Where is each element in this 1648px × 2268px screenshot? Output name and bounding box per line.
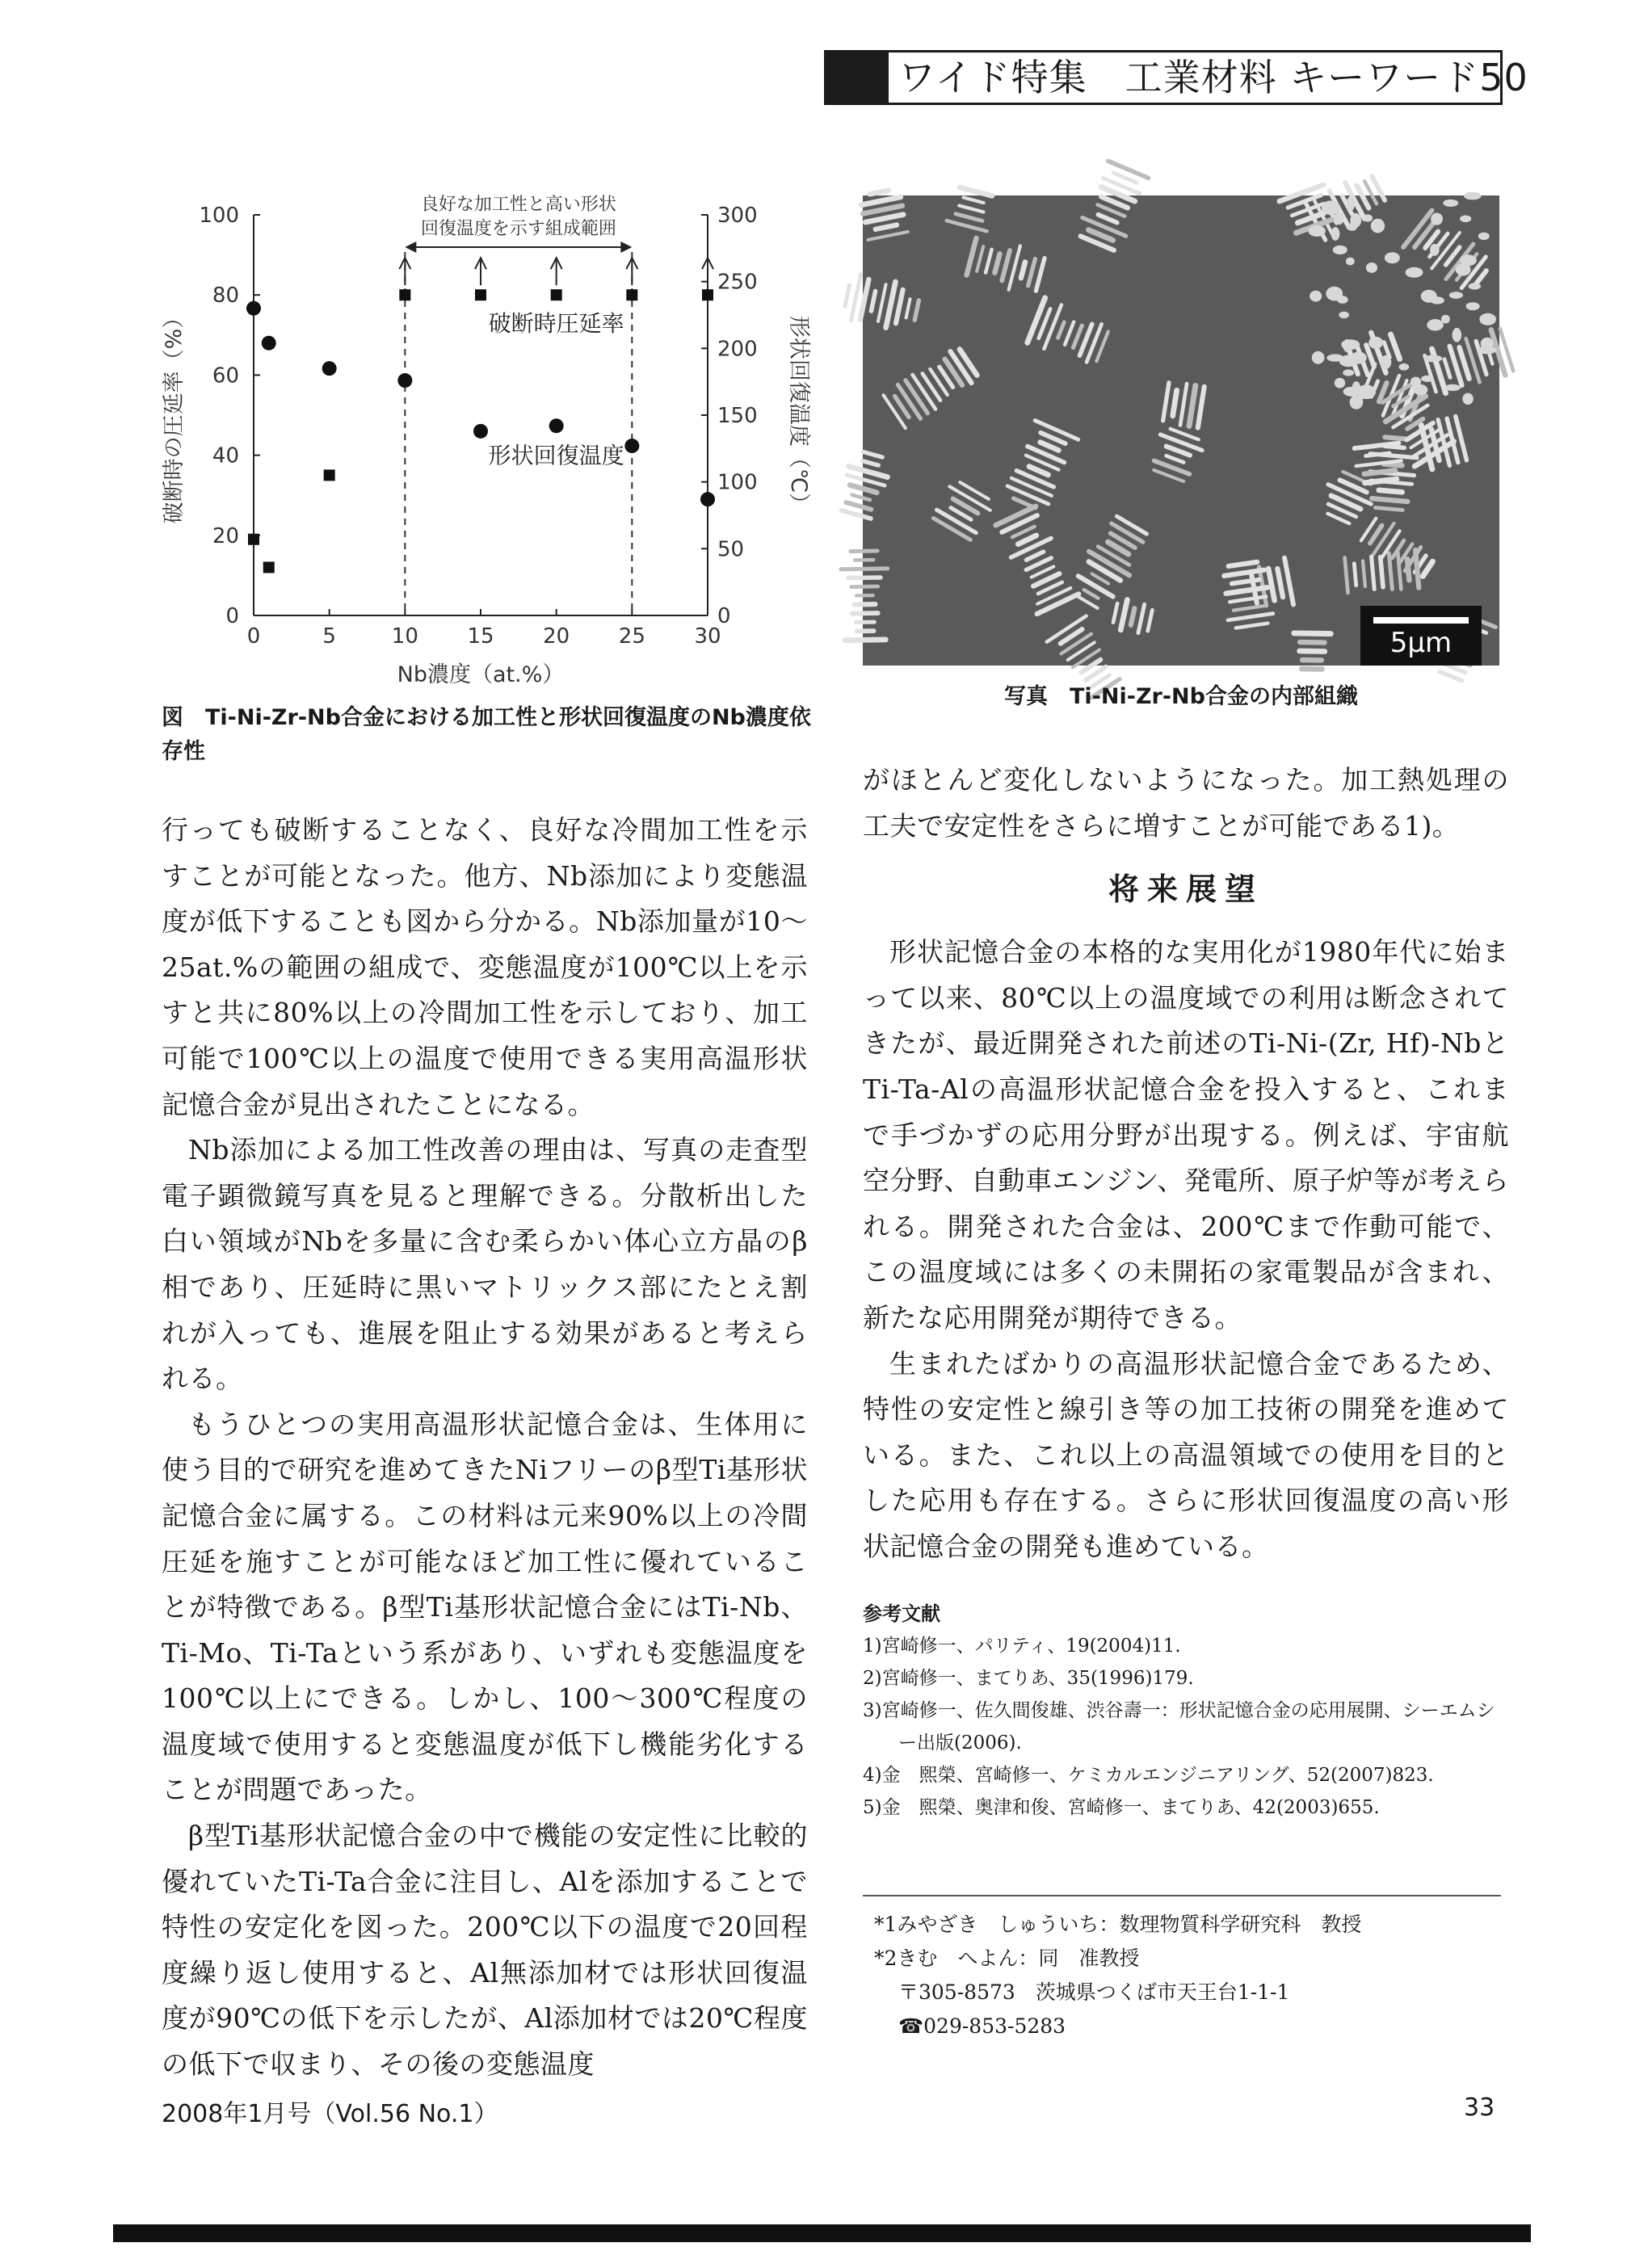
- lamella: [1354, 564, 1356, 586]
- data-point-recovery-temp: [624, 439, 639, 453]
- y-right-tick-label: 100: [717, 470, 758, 495]
- issue-info: 2008年1月号（Vol.56 No.1）: [162, 2100, 498, 2128]
- paragraph: 行っても破断することなく、良好な冷間加工性を示すことが可能となった。他方、Nb添加により変態温度が低下することも図から分かる。Nb添加量が10～25at.%の範囲の組成で、変態温度が100℃以上を示すと共に80%以上の冷間加工性を示しており、加工可能で100℃以上の温度で使用できる実用高温形状記憶合金が見出されたことになる。: [162, 814, 808, 1120]
- figure-caption: 図 Ti-Ni-Zr-Nb合金における加工性と形状回復温度のNb濃度依存性: [162, 705, 811, 764]
- y-left-tick-label: 80: [212, 284, 239, 309]
- lamella: [1415, 550, 1419, 588]
- precipitate: [1427, 319, 1443, 331]
- data-point-recovery-temp: [473, 424, 488, 439]
- range-arrowhead-left: [405, 242, 416, 253]
- precipitate: [1460, 216, 1471, 223]
- annotation-line: 良好な加工性と高い形状: [420, 195, 616, 215]
- sem-photo: [863, 195, 1499, 666]
- precipitate: [1444, 384, 1461, 391]
- data-point-recovery-temp: [322, 361, 337, 376]
- precipitate: [1339, 312, 1349, 319]
- left-column: [162, 808, 808, 2088]
- precipitate: [1368, 337, 1383, 349]
- lamella: [1372, 498, 1407, 502]
- data-point-rolling-rate: [475, 289, 486, 300]
- precipitate: [1363, 214, 1373, 221]
- references-title: 参考文献: [863, 1602, 940, 1625]
- precipitate: [1310, 291, 1322, 302]
- annotation-line: 回復温度を示す組成範囲: [420, 219, 616, 239]
- precipitate: [1421, 290, 1437, 303]
- data-point-rolling-rate: [702, 289, 713, 300]
- right-column: [863, 758, 1509, 1570]
- address: 〒305-8573 茨城県つくば市天王台1-1-1: [898, 1980, 1290, 2004]
- nb-dependence-chart: [153, 186, 811, 687]
- precipitate: [1423, 355, 1442, 362]
- x-tick-label: 15: [467, 624, 494, 649]
- precipitate: [1399, 363, 1410, 371]
- precipitate: [1462, 393, 1473, 405]
- y-left-tick-label: 100: [199, 204, 239, 228]
- paragraph: β型Ti基形状記憶合金の中で機能の安定性に比較的優れていたTi-Ta合金に注目し、Alを添加することで特性の安定化を図った。200℃以下の温度で20回程度繰り返し使用すると、Al無添加材では形状回復温度が90℃の低下を示したが、Al添加材では20℃程度の低下で収まり、その後の変態温度: [162, 1820, 808, 2081]
- precipitate: [1479, 313, 1496, 326]
- footer-bar: [113, 2224, 1531, 2242]
- x-tick-label: 5: [322, 624, 336, 649]
- data-point-recovery-temp: [549, 418, 564, 433]
- reference-item: 3)宮崎修一、佐久間俊雄、渋谷壽一：形状記憶合金の応用展開、シーエムシー出版(2006).: [863, 1700, 1495, 1754]
- precipitate: [1347, 223, 1357, 231]
- paragraph: 生まれたばかりの高温形状記憶合金であるため、特性の安定性と線引き等の加工技術の開発を進めている。また、これ以上の高温領域での使用を目的とした応用も存在する。さらに形状回復温度の高い形状記憶合金の開発も進めている。: [863, 1347, 1509, 1562]
- precipitate: [1343, 369, 1354, 376]
- divider: [863, 1895, 1501, 1896]
- precipitate: [1371, 219, 1385, 233]
- microstructure-image: [863, 195, 1499, 666]
- scale-line: [1373, 617, 1469, 624]
- precipitate: [1466, 302, 1480, 310]
- series-label-rolling: 破断時圧延率: [488, 309, 624, 337]
- data-point-rolling-rate: [324, 469, 335, 481]
- precipitate: [1449, 292, 1463, 299]
- lamella: [1131, 608, 1135, 625]
- precipitate: [1346, 258, 1355, 266]
- precipitate: [1443, 200, 1458, 207]
- precipitate: [1478, 233, 1490, 241]
- data-point-rolling-rate: [399, 289, 410, 300]
- lamella: [1113, 173, 1137, 183]
- x-axis-label: Nb濃度（at.%）: [397, 662, 565, 687]
- precipitate: [1342, 356, 1351, 363]
- precipitate: [1406, 268, 1416, 276]
- precipitate: [1453, 328, 1462, 342]
- precipitate: [1312, 351, 1325, 364]
- paragraph: 形状記憶合金の本格的な実用化が1980年代に始まって以来、80℃以上の温度域での利用は断念されてきたが、最近開発された前述のTi-Ni-(Zr, Hf)-NbとTi-Ta-Alの高温形状記憶合金を投入すると、これまで手づかずの応用分野が出現する。例えば、宇宙航空分野、自動車エンジン、発電所、原子炉等が考えられる。開発された合金は、200℃まで作動可能で、この温度域には多くの未開拓の家電製品が含まれ、新たな応用開発が期待できる。: [863, 936, 1509, 1334]
- references: [863, 1598, 1509, 1824]
- lamella: [1294, 633, 1331, 634]
- paragraph: Nb添加による加工性改善の理由は、写真の走査型電子顕微鏡写真を見ると理解できる。分散析出した白い領域がNbを多量に含む柔らかい体心立方晶のβ相であり、圧延時に黒いマトリックス部にたとえ割れが入っても、進展を阻止する効果があると考えられる。: [162, 1134, 808, 1395]
- y-left-tick-label: 40: [212, 443, 239, 468]
- paragraph: がほとんど変化しないようになった。加工熱処理の工夫で安定性をさらに増すことが可能である1)。: [863, 764, 1509, 842]
- lamella: [1365, 479, 1397, 483]
- x-tick-label: 20: [543, 624, 570, 649]
- precipitate: [1464, 192, 1482, 200]
- scale-label: 5μm: [1389, 627, 1453, 659]
- data-point-rolling-rate: [248, 534, 259, 545]
- precipitate: [1347, 196, 1355, 211]
- lamella: [1108, 161, 1149, 178]
- precipitate: [1352, 381, 1360, 393]
- precipitate: [1335, 378, 1345, 388]
- precipitate: [1431, 213, 1443, 225]
- reference-item: 5)金 煕榮、奥津和俊、宮崎修一、まてりあ、42(2003)655.: [863, 1797, 1380, 1818]
- phone: ☎029-853-5283: [898, 2014, 1066, 2038]
- precipitate: [1333, 246, 1347, 254]
- y-right-tick-label: 150: [717, 404, 758, 428]
- y-right-tick-label: 300: [717, 204, 758, 228]
- author-1: *1みやざき しゅういち：数理物質科学研究科 教授: [874, 1913, 1362, 1936]
- data-point-recovery-temp: [246, 301, 261, 316]
- lamella: [1300, 651, 1325, 652]
- series-label-temperature: 形状回復温度: [488, 442, 624, 469]
- section-title: 将来展望: [1108, 872, 1263, 908]
- precipitate: [1385, 252, 1400, 263]
- range-arrowhead-right: [620, 242, 632, 253]
- reference-item: 1)宮崎修一、パリティ、19(2004)11.: [863, 1636, 1181, 1657]
- lamella: [1375, 508, 1402, 510]
- lamella: [1379, 490, 1402, 493]
- y-right-tick-label: 50: [717, 537, 745, 562]
- paragraph: もうひとつの実用高温形状記憶合金は、生体用に使う目的で研究を進めてきたNiフリーのβ型Ti基形状記憶合金に属する。この材料は元来90%以上の冷間圧延を施すことが可能なほど加工性に優れていることが特徴である。β型Ti基形状記憶合金にはTi-Nb、Ti-Mo、Ti-Taという系があり、いずれも変態温度を100℃以上にできる。しかし、100～300℃程度の温度域で使用すると変態温度が低下し機能劣化することが問題であった。: [162, 1408, 808, 1806]
- y-left-tick-label: 60: [212, 363, 239, 388]
- x-tick-label: 25: [618, 624, 645, 649]
- reference-item: 2)宮崎修一、まてりあ、35(1996)179.: [863, 1668, 1194, 1689]
- precipitate: [1308, 225, 1326, 237]
- lamella: [1381, 557, 1383, 587]
- precipitate: [1469, 283, 1481, 289]
- precipitate: [1331, 227, 1340, 241]
- lamella: [960, 187, 992, 196]
- precipitate: [1441, 315, 1450, 324]
- lamella: [1407, 559, 1409, 580]
- lamella: [845, 285, 850, 306]
- precipitate: [1460, 254, 1477, 266]
- lamella: [1385, 437, 1405, 439]
- precipitate: [1414, 384, 1428, 396]
- precipitate: [1334, 212, 1344, 225]
- lamella: [1364, 470, 1395, 474]
- precipitate: [1366, 262, 1377, 273]
- data-point-recovery-temp: [700, 492, 715, 506]
- scale-bar: [1360, 606, 1482, 666]
- x-tick-label: 30: [694, 624, 721, 649]
- data-point-rolling-rate: [626, 289, 637, 300]
- data-point-recovery-temp: [397, 373, 412, 388]
- precipitate: [1337, 296, 1348, 304]
- photo-caption: 写真 Ti-Ni-Zr-Nb合金の内部組織: [1004, 684, 1358, 709]
- reference-item: 4)金 煕榮、宮崎修一、ケミカルエンジニアリング、52(2007)823.: [863, 1765, 1434, 1786]
- y-right-tick-label: 0: [717, 604, 731, 628]
- x-tick-label: 10: [391, 624, 418, 649]
- precipitate: [1481, 338, 1494, 350]
- lamella: [851, 586, 878, 587]
- data-point-recovery-temp: [262, 336, 276, 351]
- y-left-tick-label: 20: [212, 523, 239, 548]
- precipitate: [1430, 244, 1440, 256]
- lamella: [1363, 561, 1365, 586]
- y-right-axis-label: 形状回復温度（℃）: [786, 315, 811, 515]
- y-left-tick-label: 0: [225, 604, 239, 628]
- author-info: [874, 1908, 1504, 2043]
- y-left-axis-label: 破断時の圧延率（%）: [162, 306, 187, 524]
- precipitate: [1343, 339, 1351, 352]
- lamella: [851, 551, 877, 552]
- precipitate: [1322, 200, 1339, 215]
- data-point-rolling-rate: [551, 289, 562, 300]
- page-number: 33: [1464, 2094, 1495, 2122]
- precipitate: [1380, 355, 1391, 369]
- y-right-tick-label: 200: [717, 337, 758, 362]
- header-block: [824, 50, 889, 105]
- data-point-rolling-rate: [263, 561, 275, 573]
- matrix-background: [863, 195, 1499, 666]
- lamella: [870, 191, 889, 195]
- precipitate: [1421, 376, 1434, 382]
- author-2: *2きむ へよん：同 准教授: [874, 1947, 1140, 1970]
- y-right-tick-label: 250: [717, 270, 758, 295]
- lamella: [852, 613, 878, 614]
- header-title: ワイド特集 工業材料 キーワード50: [889, 50, 1503, 105]
- x-tick-label: 0: [246, 624, 261, 649]
